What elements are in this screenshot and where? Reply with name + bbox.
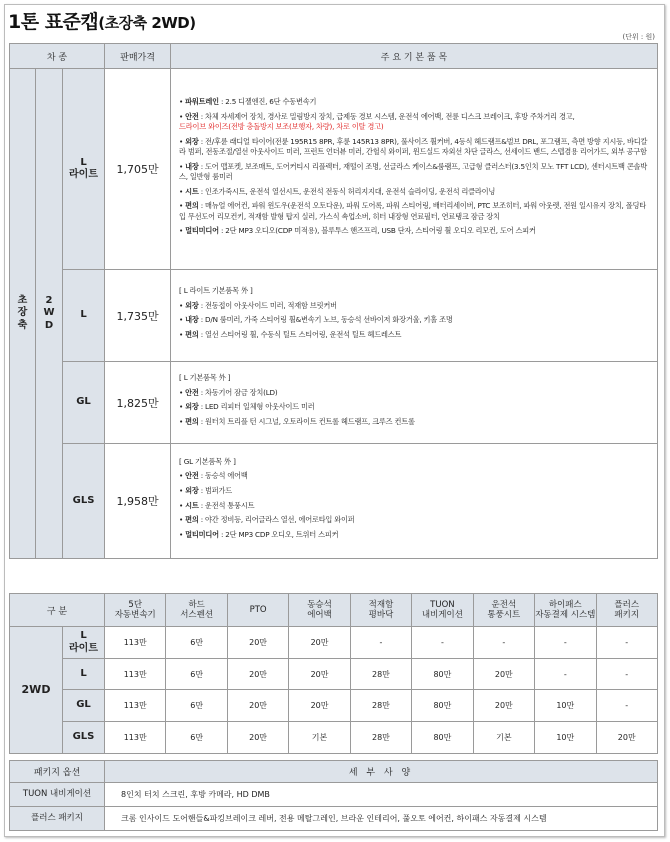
trim-features bbox=[171, 362, 658, 444]
option-trim-label: GLS bbox=[63, 722, 105, 754]
option-column-header: 5단 자동변속기 bbox=[105, 594, 166, 627]
option-price-cell: 6만 bbox=[166, 690, 227, 722]
feature-item: • 외장 : 전/후륜 래디얼 타이어(전륜 195R15 8PR, 후륜 145R13 8PR), 풀사이즈 휠커버, 4등식 헤드램프&벌브 DRL, 포그램프, 측면 방향 지시등, 바디칼라 범퍼, 전동조절/열선 아웃사이드 미러, 프런트 언더뷰 미러, 간헐식 와이퍼, 윈드실드 자외선 차단 글라스, 선세이드 밴드, 스텝겸용 리어가드, 외부 공구함 bbox=[179, 136, 648, 156]
option-price-cell: 113만 bbox=[105, 659, 166, 690]
option-price-cell: - bbox=[473, 627, 534, 659]
feature-item: • 편의 : 야간 정비등, 리어글라스 열선, 에어로타입 와이퍼 bbox=[179, 515, 355, 525]
feature-item: • 편의 : 원터치 트리플 턴 시그널, 오토라이트 컨트롤 헤드램프, 크루즈 컨트롤 bbox=[179, 416, 415, 426]
trim-name: GL bbox=[63, 362, 105, 444]
option-trim-label: GL bbox=[63, 690, 105, 722]
option-price-cell: - bbox=[596, 627, 658, 659]
feature-item: • 안전 : 차체 자세제어 장치, 경사로 밀림방지 장치, 급제동 경보 시스템, 운전석 에어백, 전륜 디스크 브레이크, 후방 주차거리 경고, 드라이브 와이즈(전방 충돌방지 보조(보행자, 차량), 차로 이탈 경고) bbox=[179, 111, 575, 131]
option-price-cell: 20만 bbox=[289, 659, 350, 690]
option-price-cell: 6만 bbox=[166, 722, 227, 754]
option-price-cell: 6만 bbox=[166, 627, 227, 659]
title-sub: (초장축 2WD) bbox=[98, 14, 196, 32]
trim-features bbox=[171, 444, 658, 559]
page-title bbox=[8, 7, 196, 34]
option-price-cell: 6만 bbox=[166, 659, 227, 690]
option-price-cell: 20만 bbox=[227, 722, 288, 754]
feature-item: • 내장 : 도어 맵포켓, 보조매트, 도어커티시 리플렉터, 재떨이 조명, 선글라스 케이스&룸램프, 고급형 클러스터(3.5인치 모노 TFT LCD), 센터시트백 콘솔박스, 일반형 룸미러 bbox=[179, 161, 648, 181]
feature-item: • 멀티미디어 : 2단 MP3 CDP 오디오, 트위터 스피커 bbox=[179, 530, 339, 540]
option-column-header: TUON 내비게이션 bbox=[412, 594, 473, 627]
package-name: TUON 내비게이션 bbox=[10, 783, 105, 807]
option-price-cell: 80만 bbox=[412, 690, 473, 722]
option-price-cell: - bbox=[350, 627, 411, 659]
option-column-header: 플러스 패키지 bbox=[596, 594, 658, 627]
unit-note: (단위 : 원) bbox=[622, 33, 655, 41]
option-price-cell: - bbox=[412, 627, 473, 659]
option-price-cell: 20만 bbox=[473, 659, 534, 690]
option-price-cell: - bbox=[596, 690, 658, 722]
header-price: 판매가격 bbox=[105, 44, 171, 69]
trim-spec-table bbox=[9, 43, 658, 559]
options-drive-label: 2WD bbox=[10, 627, 63, 754]
title-main: 1톤 표준캡 bbox=[8, 11, 99, 33]
feature-item: • 편의 : 열선 스티어링 휠, 수동식 틸트 스티어링, 운전석 틸트 헤드레스트 bbox=[179, 329, 402, 339]
feature-item: • 멀티미디어 : 2단 MP3 오디오(CDP 미적용), 블루투스 핸즈프리, USB 단자, 스티어링 휠 오디오 리모컨, 도어 스피커 bbox=[179, 226, 536, 236]
option-trim-label: L bbox=[63, 659, 105, 690]
feature-item: • 편의 : 매뉴얼 에어컨, 파워 윈도우(운전석 오토다운), 파워 도어록, 파워 스티어링, 배터리세이버, PTC 보조히터, 파워 아웃렛, 전원 일시유지 장치, 폴딩타입 무선도어 리모컨키, 적재함 발형 탑지 실러, 가스식 쇽업소버, 히터 내장형 연료필터, 연료탱크 잠금 장치 bbox=[179, 201, 646, 221]
feature-item: • 외장 : 전동접이 아웃사이드 미러, 적재함 브릿커버 bbox=[179, 300, 337, 310]
option-price-cell: 28만 bbox=[350, 722, 411, 754]
feature-item: • 시트 : 운전석 통풍시트 bbox=[179, 500, 255, 510]
trim-features bbox=[171, 270, 658, 362]
feature-group-heading: [ L 라이트 기본품목 外 ] bbox=[179, 286, 253, 296]
package-header-left: 패키지 옵션 bbox=[10, 761, 105, 783]
trim-name: GLS bbox=[63, 444, 105, 559]
feature-item: • 외장 : 범퍼가드 bbox=[179, 486, 233, 496]
option-price-cell: 80만 bbox=[412, 659, 473, 690]
option-price-cell: - bbox=[535, 627, 596, 659]
options-table bbox=[9, 593, 658, 754]
package-desc: 8인치 터치 스크린, 후방 카메라, HD DMB bbox=[105, 783, 658, 807]
option-price-cell: 113만 bbox=[105, 627, 166, 659]
axle-label: 초 장 축 bbox=[10, 69, 36, 559]
package-header-right: 세 부 사 양 bbox=[105, 761, 658, 783]
trim-price: 1,825만 bbox=[105, 362, 171, 444]
feature-item: • 안전 : 차동기어 잠금 장치(LD) bbox=[179, 387, 278, 397]
option-price-cell: 20만 bbox=[473, 690, 534, 722]
option-price-cell: 20만 bbox=[596, 722, 658, 754]
trim-price: 1,958만 bbox=[105, 444, 171, 559]
package-name: 플러스 패키지 bbox=[10, 807, 105, 831]
option-price-cell: 10만 bbox=[535, 722, 596, 754]
option-column-header: 적재함 평바닥 bbox=[350, 594, 411, 627]
option-price-cell: 28만 bbox=[350, 659, 411, 690]
option-column-header: 운전석 통풍시트 bbox=[473, 594, 534, 627]
option-price-cell: 20만 bbox=[227, 659, 288, 690]
trim-name: L bbox=[63, 270, 105, 362]
option-price-cell: 113만 bbox=[105, 722, 166, 754]
header-features: 주 요 기 본 품 목 bbox=[171, 44, 658, 69]
option-price-cell: 10만 bbox=[535, 690, 596, 722]
option-price-cell: - bbox=[596, 659, 658, 690]
trim-name: L 라이트 bbox=[63, 69, 105, 270]
option-price-cell: 20만 bbox=[289, 627, 350, 659]
package-desc: 크롬 인사이드 도어핸들&파킹브레이크 레버, 전용 메탈그레인, 브라운 인테리어, 풀오토 에어컨, 하이패스 자동결제 시스템 bbox=[105, 807, 658, 831]
header-type: 차 종 bbox=[10, 44, 105, 69]
option-column-header: 동승석 에어백 bbox=[289, 594, 350, 627]
package-table bbox=[9, 760, 658, 831]
option-price-cell: 20만 bbox=[289, 690, 350, 722]
options-corner-header: 구 분 bbox=[10, 594, 105, 627]
trim-features bbox=[171, 69, 658, 270]
option-price-cell: - bbox=[535, 659, 596, 690]
feature-item: • 내장 : D/N 룸미러, 가죽 스티어링 휠&변속기 노브, 동승석 선바이저 화장거울, 키홀 조명 bbox=[179, 315, 453, 325]
option-column-header: 하드 서스펜션 bbox=[166, 594, 227, 627]
option-column-header: PTO bbox=[227, 594, 288, 627]
option-trim-label: L 라이트 bbox=[63, 627, 105, 659]
feature-item: • 외장 : LED 리피터 일체형 아웃사이드 미러 bbox=[179, 402, 315, 412]
option-price-cell: 20만 bbox=[227, 690, 288, 722]
feature-item: • 파워트레인 : 2.5 디젤엔진, 6단 수동변속기 bbox=[179, 97, 317, 107]
feature-item: • 시트 : 인조가죽시트, 운전석 열선시트, 운전석 전동식 허리지지대, 운전석 슬라이딩, 운전석 리클라이닝 bbox=[179, 186, 496, 196]
feature-group-heading: [ L 기본품목 外 ] bbox=[179, 373, 231, 383]
option-column-header: 하이패스 자동결제 시스템 bbox=[535, 594, 596, 627]
option-price-cell: 28만 bbox=[350, 690, 411, 722]
option-price-cell: 20만 bbox=[227, 627, 288, 659]
feature-group-heading: [ GL 기본품목 外 ] bbox=[179, 457, 236, 467]
option-price-cell: 113만 bbox=[105, 690, 166, 722]
option-price-cell: 80만 bbox=[412, 722, 473, 754]
trim-price: 1,735만 bbox=[105, 270, 171, 362]
trim-price: 1,705만 bbox=[105, 69, 171, 270]
option-price-cell: 기본 bbox=[289, 722, 350, 754]
feature-item: • 안전 : 동승석 에어백 bbox=[179, 471, 248, 481]
drive-label: 2 W D bbox=[36, 69, 63, 559]
option-price-cell: 기본 bbox=[473, 722, 534, 754]
